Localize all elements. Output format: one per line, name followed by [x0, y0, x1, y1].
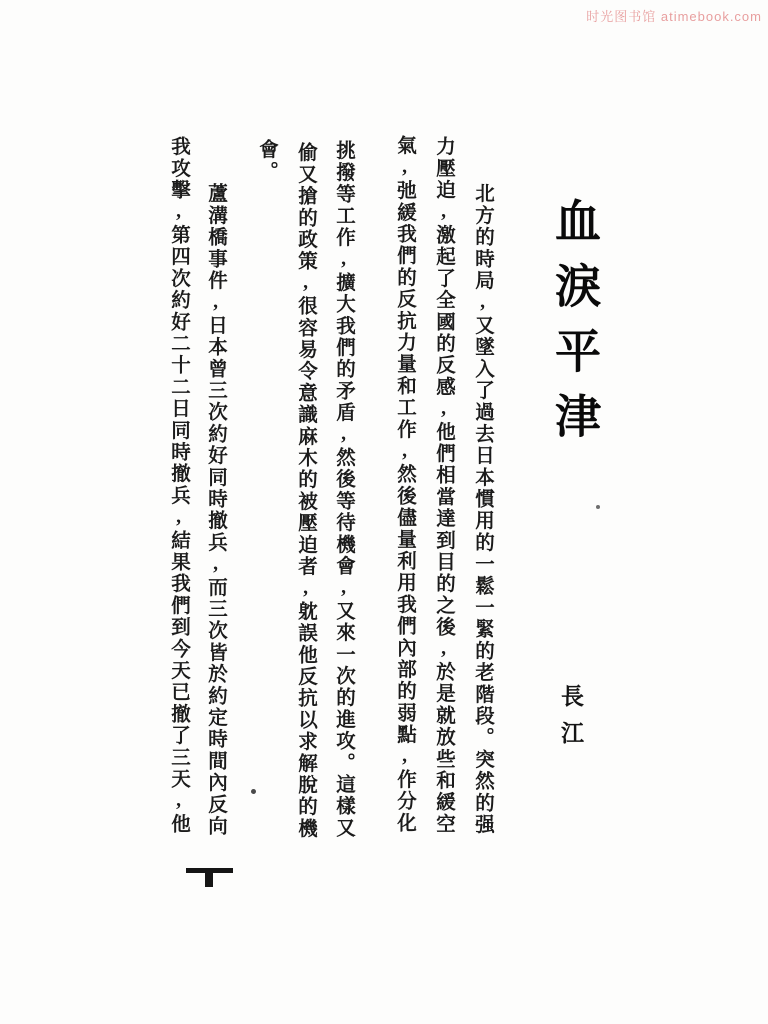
body-column-1: 北方的時局,又墜入了過去日本慣用的一鬆一緊的老階段。突然的强	[472, 183, 493, 836]
page-number-mark	[186, 868, 234, 890]
body-column-4: 挑撥等工作,擴大我們的矛盾,然後等待機會,又來一次的進攻。這樣又	[333, 140, 354, 839]
body-column-3: 氣,弛緩我們的反抗力量和工作,然後儘量利用我們內部的弱點,作分化	[394, 135, 415, 834]
body-column-6: 會。	[256, 139, 277, 183]
site-watermark: 时光图书馆 atimebook.com	[586, 9, 762, 24]
body-column-7: 蘆溝橋事件,日本曾三次約好同時撤兵,而三次皆於約定時間內反向	[205, 183, 226, 837]
body-column-8: 我攻擊,第四次約好二十二日同時撤兵,結果我們到今天已撤了三天,他	[168, 136, 189, 835]
scan-speck	[596, 505, 600, 509]
page-number-mark-vertical-stroke	[205, 872, 213, 887]
body-column-2: 力壓迫,激起了全國的反感,他們相當達到目的之後,於是就放些和緩空	[433, 136, 454, 835]
page-title: 血淚平津	[549, 197, 600, 457]
body-column-5: 偷又搶的政策,很容易令意識麻木的被壓迫者,躭誤他反抗以求解脫的機	[295, 142, 316, 840]
author-name: 長江	[558, 684, 583, 758]
scan-speck	[251, 789, 256, 794]
